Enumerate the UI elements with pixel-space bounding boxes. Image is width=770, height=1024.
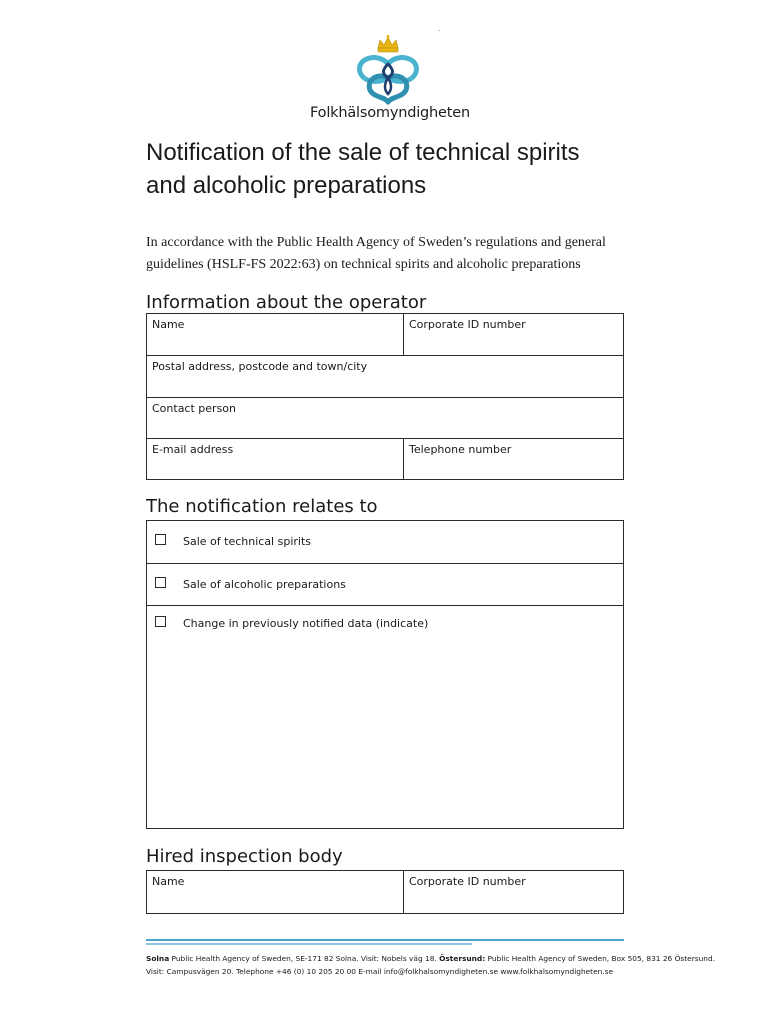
postal-address-row bbox=[147, 355, 623, 397]
page-title bbox=[146, 136, 666, 202]
postal-address-label: Postal address, postcode and town/city bbox=[152, 360, 368, 373]
inspection-corporate-id-field[interactable] bbox=[404, 871, 623, 913]
email-field[interactable] bbox=[147, 439, 404, 479]
intro-line-1: In accordance with the Public Health Agency of Sweden’s regulations and general bbox=[146, 235, 606, 250]
telephone-label: Telephone number bbox=[409, 443, 512, 456]
postal-address-field[interactable] bbox=[147, 356, 623, 397]
agency-name: Folkhälsomyndigheten bbox=[310, 105, 470, 121]
telephone-field[interactable] bbox=[404, 439, 623, 479]
footer-solna-text: Public Health Agency of Sweden, SE-171 82 Solna. Visit: Nobels väg 18. bbox=[169, 954, 440, 963]
operator-name-label: Name bbox=[152, 318, 185, 331]
email-label: E-mail address bbox=[152, 443, 234, 456]
operator-corporate-id-field[interactable] bbox=[404, 314, 623, 355]
inspection-form-table bbox=[146, 870, 624, 914]
footer-rule-secondary bbox=[146, 943, 472, 945]
notification-form-table bbox=[146, 520, 624, 829]
option-technical-spirits[interactable] bbox=[147, 521, 623, 563]
title-line-2: and alcoholic preparations bbox=[146, 172, 427, 199]
option-alcoholic-preparations[interactable] bbox=[147, 563, 623, 605]
inspection-name-label: Name bbox=[152, 875, 185, 888]
email-telephone-row bbox=[147, 438, 623, 479]
option-change-notified-data[interactable] bbox=[147, 605, 623, 828]
title-line-1: Notification of the sale of technical spirits bbox=[146, 139, 580, 166]
footer-contact bbox=[146, 952, 715, 978]
agency-logo-icon bbox=[348, 34, 428, 106]
inspection-section-heading: Hired inspection body bbox=[146, 846, 343, 867]
intro-paragraph bbox=[146, 232, 646, 276]
footer-ostersund-text: Public Health Agency of Sweden, Box 505, 831 26 Östersund. bbox=[485, 954, 715, 963]
checkbox-change-notified-data[interactable] bbox=[155, 616, 166, 627]
footer-line-1 bbox=[146, 952, 715, 965]
footer-rule bbox=[146, 939, 624, 941]
checkbox-alcoholic-preparations[interactable] bbox=[155, 577, 166, 588]
option-label: Sale of technical spirits bbox=[183, 535, 312, 548]
option-label: Change in previously notified data (indicate) bbox=[183, 617, 429, 630]
operator-name-field[interactable] bbox=[147, 314, 404, 355]
inspection-name-row bbox=[147, 871, 623, 913]
checkbox-technical-spirits[interactable] bbox=[155, 534, 166, 545]
crown-icon bbox=[378, 35, 398, 52]
notification-section-heading: The notification relates to bbox=[146, 496, 378, 517]
footer-ostersund-label: Östersund: bbox=[439, 954, 486, 963]
page-marker: . bbox=[438, 24, 441, 33]
intro-line-2: guidelines (HSLF-FS 2022:63) on technical spirits and alcoholic preparations bbox=[146, 257, 581, 272]
operator-name-row bbox=[147, 314, 623, 355]
footer-solna-label: Solna bbox=[146, 954, 170, 963]
operator-section-heading: Information about the operator bbox=[146, 292, 427, 313]
option-label: Sale of alcoholic preparations bbox=[183, 578, 346, 591]
contact-person-label: Contact person bbox=[152, 402, 236, 415]
operator-corporate-id-label: Corporate ID number bbox=[409, 318, 526, 331]
contact-person-field[interactable] bbox=[147, 398, 623, 438]
footer-line-2: Visit: Campusvägen 20. Telephone +46 (0) 10 205 20 00 E-mail info@folkhalsomyndigheten.se www.folkhalsomyndigheten.se bbox=[146, 967, 614, 976]
inspection-corporate-id-label: Corporate ID number bbox=[409, 875, 526, 888]
operator-form-table bbox=[146, 313, 624, 480]
contact-person-row bbox=[147, 397, 623, 438]
inspection-name-field[interactable] bbox=[147, 871, 404, 913]
